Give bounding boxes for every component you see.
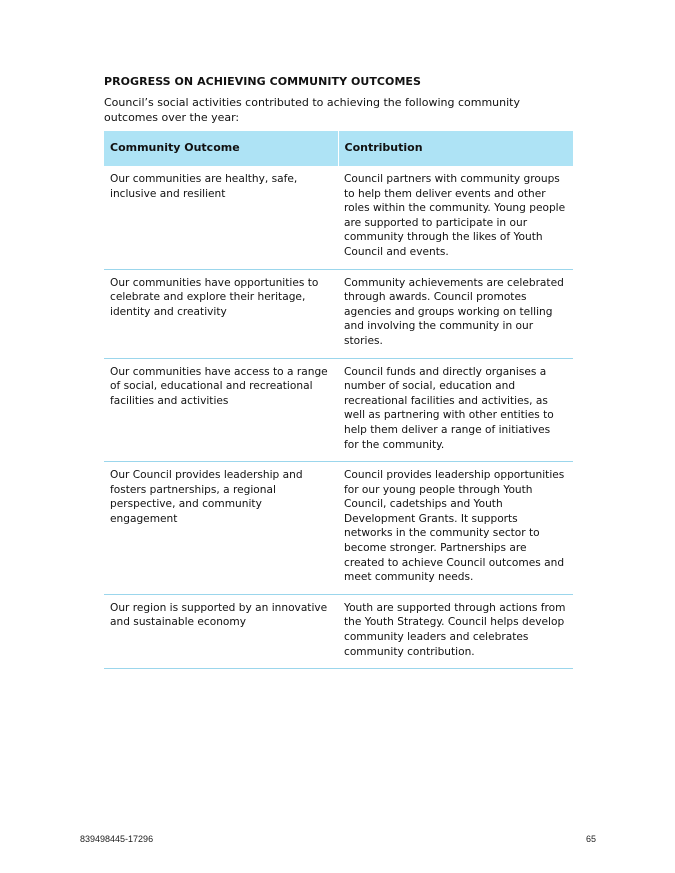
contribution-cell: Council funds and directly organises a number of social, education and recreational facilities and activities, as well as partnering with other entities to help them deliver a range of initiatives for the community. [338,358,573,462]
outcome-cell: Our region is supported by an innovative and sustainable economy [104,594,338,668]
table-row [104,166,573,269]
community-outcomes-table [104,131,573,669]
contribution-cell: Council provides leadership opportunities for our young people through Youth Council, cadetships and Youth Development Grants. It supports networks in the community sector to become stronger. Partnerships are created to achieve Council outcomes and meet community needs. [338,462,573,595]
section-heading: PROGRESS ON ACHIEVING COMMUNITY OUTCOMES [104,75,421,88]
outcome-cell: Our communities are healthy, safe, inclusive and resilient [104,166,338,269]
intro-paragraph: Council’s social activities contributed to achieving the following community outcomes over the year: [104,96,521,124]
footer-page-number: 65 [586,834,597,844]
outcome-cell: Our communities have access to a range of social, educational and recreational facilities and activities [104,358,338,462]
table-row [104,358,573,462]
contribution-cell: Youth are supported through actions from the Youth Strategy. Council helps develop community leaders and celebrates community contribution. [338,594,573,668]
table-row [104,462,573,595]
outcome-cell: Our Council provides leadership and fosters partnerships, a regional perspective, and community engagement [104,462,338,595]
contribution-cell: Council partners with community groups to help them deliver events and other roles within the community. Young people are supported to participate in our community through the likes of Youth Council and events. [338,166,573,269]
column-header-contribution: Contribution [338,131,573,166]
column-header-outcome: Community Outcome [104,131,338,166]
table-row [104,269,573,358]
table-header-row [104,131,573,166]
footer-document-id: 839498445-17296 [80,834,154,844]
contribution-cell: Community achievements are celebrated through awards. Council promotes agencies and groups working on telling and involving the community in our stories. [338,269,573,358]
outcome-cell: Our communities have opportunities to celebrate and explore their heritage, identity and creativity [104,269,338,358]
table-row [104,594,573,668]
